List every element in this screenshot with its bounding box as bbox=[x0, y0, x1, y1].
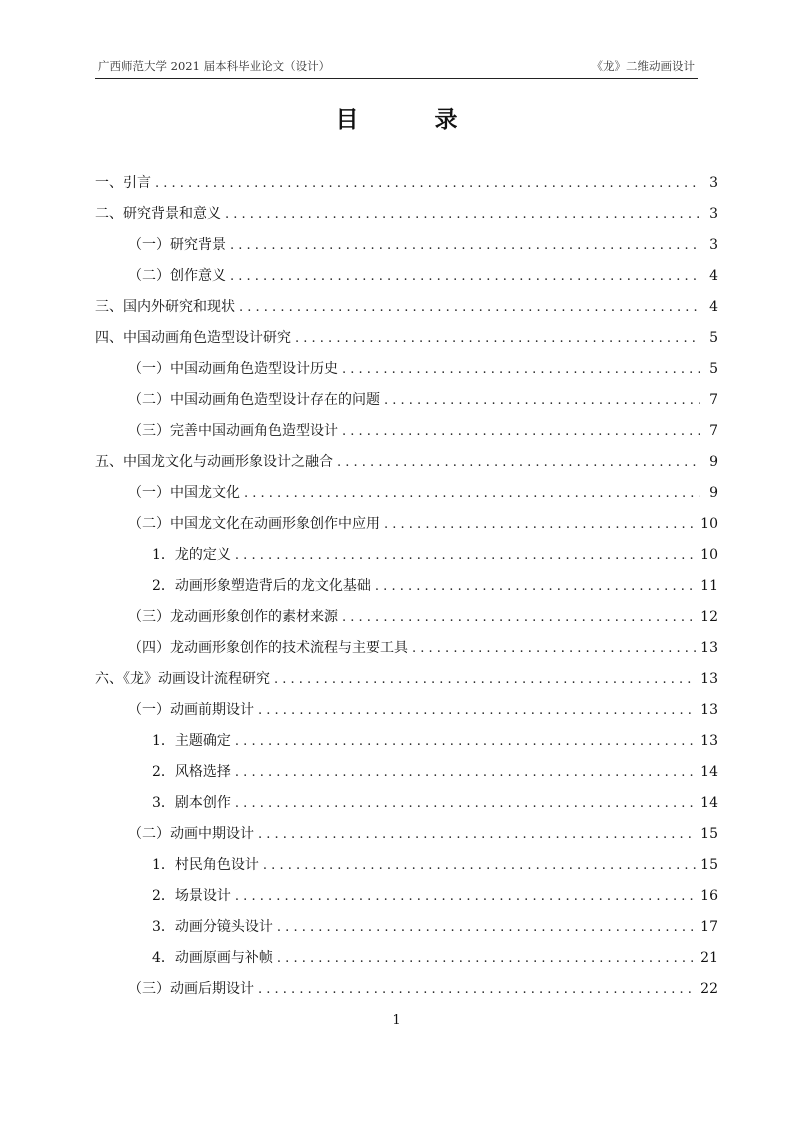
toc-entry-title: 2．风格选择 bbox=[152, 764, 231, 780]
toc-entry-page: 13 bbox=[700, 640, 718, 656]
toc-entry[interactable] bbox=[95, 854, 718, 885]
toc-leader-dots bbox=[384, 393, 700, 408]
toc-entry-page: 16 bbox=[700, 888, 718, 904]
toc-entry[interactable] bbox=[95, 296, 718, 327]
toc-entry-page: 5 bbox=[709, 330, 718, 346]
toc-entry[interactable] bbox=[95, 327, 718, 358]
toc-entry[interactable] bbox=[95, 730, 718, 761]
toc-entry-page: 9 bbox=[709, 454, 718, 470]
toc-entry-page: 10 bbox=[700, 516, 718, 532]
toc-entry-title: （四）龙动画形象创作的技术流程与主要工具 bbox=[128, 640, 408, 656]
toc-entry-page: 4 bbox=[709, 299, 718, 315]
page-number: 1 bbox=[392, 1013, 401, 1028]
toc-leader-dots bbox=[277, 920, 696, 935]
toc-entry-page: 15 bbox=[700, 826, 718, 842]
toc-leader-dots bbox=[277, 951, 696, 966]
toc-entry-page: 22 bbox=[700, 981, 718, 997]
toc-entry-page: 17 bbox=[700, 919, 718, 935]
toc-entry[interactable] bbox=[95, 172, 718, 203]
toc-entry-title: （一）中国龙文化 bbox=[128, 485, 240, 501]
toc-entry-page: 7 bbox=[709, 392, 718, 408]
toc-leader-dots bbox=[225, 207, 700, 222]
toc-entry-title: 2．场景设计 bbox=[152, 888, 231, 904]
toc-entry-page: 13 bbox=[700, 671, 718, 687]
page-header bbox=[95, 56, 698, 79]
toc-leader-dots bbox=[263, 858, 696, 873]
toc-entry[interactable] bbox=[95, 823, 718, 854]
toc-entry-page: 14 bbox=[700, 764, 718, 780]
toc-entry-title: 四、中国动画角色造型设计研究 bbox=[95, 330, 291, 346]
toc-entry-page: 5 bbox=[709, 361, 718, 377]
toc-entry[interactable] bbox=[95, 575, 718, 606]
toc-entry[interactable] bbox=[95, 761, 718, 792]
toc-entry-title: 3．动画分镜头设计 bbox=[152, 919, 273, 935]
toc-entry-title: 五、中国龙文化与动画形象设计之融合 bbox=[95, 454, 333, 470]
toc-entry-title: 4．动画原画与补帧 bbox=[152, 950, 273, 966]
toc-entry-page: 3 bbox=[709, 237, 718, 253]
toc-entry-page: 4 bbox=[709, 268, 718, 284]
toc-leader-dots bbox=[235, 796, 696, 811]
toc-entry-page: 12 bbox=[700, 609, 718, 625]
header-thesis-title: 广西师范大学 2021 届本科毕业论文（设计） bbox=[98, 59, 331, 73]
toc-entry-title: （二）中国动画角色造型设计存在的问题 bbox=[128, 392, 380, 408]
toc-entry-title: （一）中国动画角色造型设计历史 bbox=[128, 361, 338, 377]
toc-leader-dots bbox=[337, 455, 700, 470]
table-of-contents bbox=[95, 172, 718, 1009]
toc-leader-dots bbox=[295, 331, 700, 346]
toc-entry-title: 2．动画形象塑造背后的龙文化基础 bbox=[152, 578, 371, 594]
toc-entry-page: 11 bbox=[700, 578, 718, 594]
toc-leader-dots bbox=[230, 238, 700, 253]
toc-entry[interactable] bbox=[95, 668, 718, 699]
toc-leader-dots bbox=[235, 734, 696, 749]
toc-entry[interactable] bbox=[95, 606, 718, 637]
toc-leader-dots bbox=[239, 300, 700, 315]
toc-entry[interactable] bbox=[95, 885, 718, 916]
toc-entry-title: （一）研究背景 bbox=[128, 237, 226, 253]
toc-entry[interactable] bbox=[95, 916, 718, 947]
toc-entry-title: 1．村民角色设计 bbox=[152, 857, 259, 873]
toc-entry-title: 三、国内外研究和现状 bbox=[95, 299, 235, 315]
toc-entry-page: 10 bbox=[700, 547, 718, 563]
toc-leader-dots bbox=[274, 672, 696, 687]
toc-entry[interactable] bbox=[95, 699, 718, 730]
toc-entry-page: 13 bbox=[700, 702, 718, 718]
toc-leader-dots bbox=[235, 548, 696, 563]
toc-entry-title: 二、研究背景和意义 bbox=[95, 206, 221, 222]
toc-leader-dots bbox=[342, 362, 700, 377]
toc-entry[interactable] bbox=[95, 544, 718, 575]
toc-leader-dots bbox=[258, 827, 696, 842]
toc-leader-dots bbox=[342, 610, 696, 625]
toc-entry[interactable] bbox=[95, 513, 718, 544]
toc-leader-dots bbox=[375, 579, 696, 594]
toc-leader-dots bbox=[235, 889, 696, 904]
toc-entry[interactable] bbox=[95, 389, 718, 420]
toc-leader-dots bbox=[342, 424, 700, 439]
toc-entry[interactable] bbox=[95, 420, 718, 451]
header-project-title: 《龙》二维动画设计 bbox=[591, 59, 695, 73]
toc-leader-dots bbox=[258, 982, 696, 997]
toc-leader-dots bbox=[235, 765, 696, 780]
toc-entry-title: （二）创作意义 bbox=[128, 268, 226, 284]
toc-entry[interactable] bbox=[95, 451, 718, 482]
toc-entry-page: 14 bbox=[700, 795, 718, 811]
toc-entry-title: 1．龙的定义 bbox=[152, 547, 231, 563]
toc-entry-page: 7 bbox=[709, 423, 718, 439]
toc-entry-title: 3．剧本创作 bbox=[152, 795, 231, 811]
toc-entry[interactable] bbox=[95, 265, 718, 296]
toc-entry-page: 9 bbox=[709, 485, 718, 501]
toc-entry-title: （二）动画中期设计 bbox=[128, 826, 254, 842]
toc-entry[interactable] bbox=[95, 637, 718, 668]
toc-entry-title: （三）完善中国动画角色造型设计 bbox=[128, 423, 338, 439]
toc-entry-title: 一、引言 bbox=[95, 175, 151, 191]
toc-entry-page: 3 bbox=[709, 206, 718, 222]
toc-entry-title: 1．主题确定 bbox=[152, 733, 231, 749]
toc-entry-title: （二）中国龙文化在动画形象创作中应用 bbox=[128, 516, 380, 532]
toc-leader-dots bbox=[384, 517, 696, 532]
toc-entry-page: 13 bbox=[700, 733, 718, 749]
toc-entry-title: 六、《龙》动画设计流程研究 bbox=[95, 671, 270, 687]
toc-leader-dots bbox=[412, 641, 696, 656]
toc-entry[interactable] bbox=[95, 792, 718, 823]
toc-leader-dots bbox=[258, 703, 696, 718]
toc-leader-dots bbox=[230, 269, 700, 284]
toc-entry[interactable] bbox=[95, 978, 718, 1009]
toc-entry-page: 21 bbox=[700, 950, 718, 966]
toc-leader-dots bbox=[155, 176, 700, 191]
page-title: 目 录 bbox=[335, 107, 492, 133]
toc-entry[interactable] bbox=[95, 203, 718, 234]
toc-entry[interactable] bbox=[95, 358, 718, 389]
toc-entry[interactable] bbox=[95, 947, 718, 978]
toc-entry[interactable] bbox=[95, 482, 718, 513]
toc-entry-page: 15 bbox=[700, 857, 718, 873]
toc-entry[interactable] bbox=[95, 234, 718, 265]
toc-entry-page: 3 bbox=[709, 175, 718, 191]
toc-leader-dots bbox=[244, 486, 700, 501]
toc-entry-title: （一）动画前期设计 bbox=[128, 702, 254, 718]
toc-entry-title: （三）动画后期设计 bbox=[128, 981, 254, 997]
toc-entry-title: （三）龙动画形象创作的素材来源 bbox=[128, 609, 338, 625]
